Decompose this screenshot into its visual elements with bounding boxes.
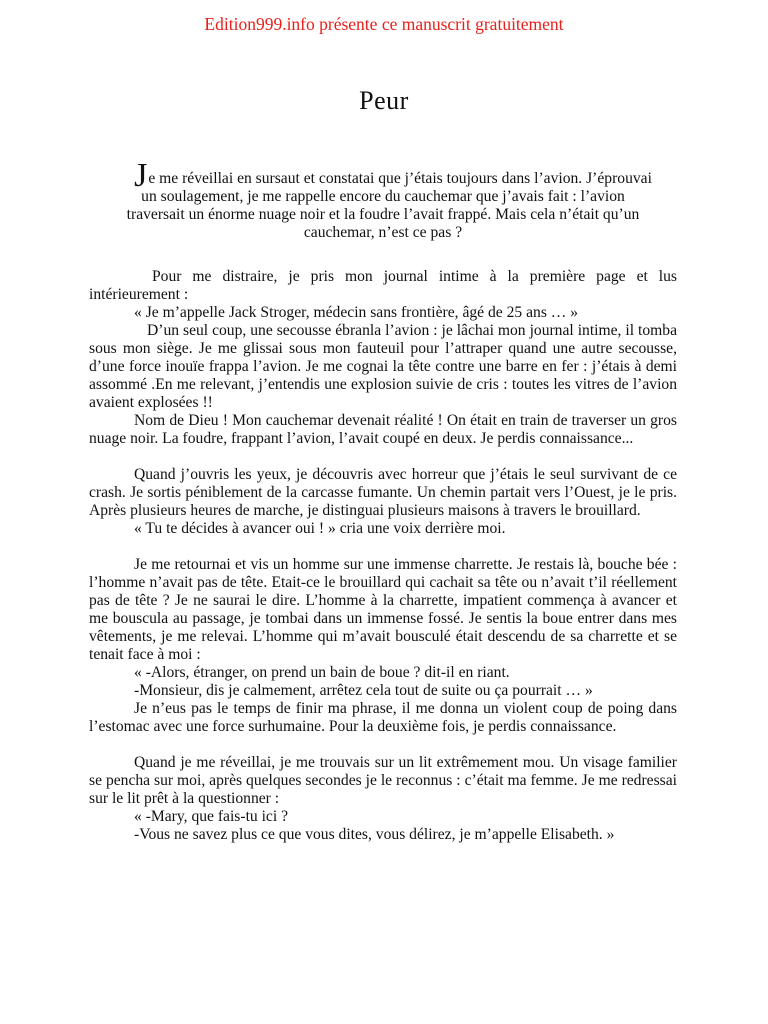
intro-line: un soulagement, je me rappelle encore du cauchemar que j’avais fait : l’avion: [141, 188, 625, 205]
publisher-banner: Edition999.info présente ce manuscrit gratuitement: [204, 14, 564, 34]
paragraph: « Je m’appelle Jack Stroger, médecin sans frontière, âgé de 25 ans … »: [134, 304, 579, 321]
paragraph: Je n’eus pas le temps de finir ma phrase, il me donna un violent coup de poing dans l’estomac avec une force surhumaine. Pour la deuxième fois, je perdis connaissance.: [89, 700, 677, 735]
paragraph: D’un seul coup, une secousse ébranla l’avion : je lâchai mon journal intime, il tomba sous mon siège. Je me glissai sous mon fauteuil pour l’attraper quand une autre secousse, d’une force inouïe frappa l’avion. Je me cognai la tête contre une barre en fer : j’étais à demi assommé .En me relevant, j’entendis une explosion suivie de cris : toutes les vitres de l’avion avaient explosées !!: [89, 322, 677, 411]
paragraph: « Tu te décides à avancer oui ! » cria une voix derrière moi.: [134, 520, 506, 537]
paragraph: « -Alors, étranger, on prend un bain de boue ? dit-il en riant.: [134, 664, 510, 681]
page-title: Peur: [359, 86, 409, 115]
paragraph: -Monsieur, dis je calmement, arrêtez cela tout de suite ou ça pourrait … »: [134, 682, 593, 699]
intro-line: traversait un énorme nuage noir et la foudre l’avait frappé. Mais cela n’était qu’un: [126, 206, 640, 223]
intro-line: cauchemar, n’est ce pas ?: [303, 224, 463, 241]
story-body: [89, 268, 677, 844]
drop-cap: J: [134, 157, 148, 194]
intro-paragraph: [89, 157, 677, 242]
paragraph: Pour me distraire, je pris mon journal intime à la première page et lus intérieurement :: [89, 268, 677, 303]
paragraph: Je me retournai et vis un homme sur une immense charrette. Je restais là, bouche bée : l’homme n’avait pas de tête. Etait-ce le brouillard qui cachait sa tête ou n’avait t’il réellement pas de tête ? Je ne saurai le dire. L’homme à la charrette, impatient commença à avancer et me bouscula au passage, je tombai dans un immense fossé. Je sentis la boue entrer dans mes vêtements, je me relevai. L’homme qui m’avait bousculé était descendu de sa charrette et se tenait face à moi :: [89, 556, 677, 663]
paragraph: « -Mary, que fais-tu ici ?: [134, 808, 289, 825]
paragraph: Quand j’ouvris les yeux, je découvris avec horreur que j’étais le seul survivant de ce crash. Je sortis péniblement de la carcasse fumante. Un chemin partait vers l’Ouest, je le pris. Après plusieurs heures de marche, je distinguai plusieurs maisons à travers le brouillard.: [89, 466, 677, 519]
paragraph: -Vous ne savez plus ce que vous dites, vous délirez, je m’appelle Elisabeth. »: [134, 826, 615, 843]
paragraph: Quand je me réveillai, je me trouvais sur un lit extrêmement mou. Un visage familier se pencha sur moi, après quelques secondes je le reconnus : c’était ma femme. Je me redressai sur le lit prêt à la questionner :: [89, 754, 677, 807]
paragraph: Nom de Dieu ! Mon cauchemar devenait réalité ! On était en train de traverser un gros nuage noir. La foudre, frappant l’avion, l’avait coupé en deux. Je perdis connaissance...: [89, 412, 677, 447]
intro-line: Je me réveillai en sursaut et constatai que j’étais toujours dans l’avion. J’éprouvai: [134, 157, 652, 194]
